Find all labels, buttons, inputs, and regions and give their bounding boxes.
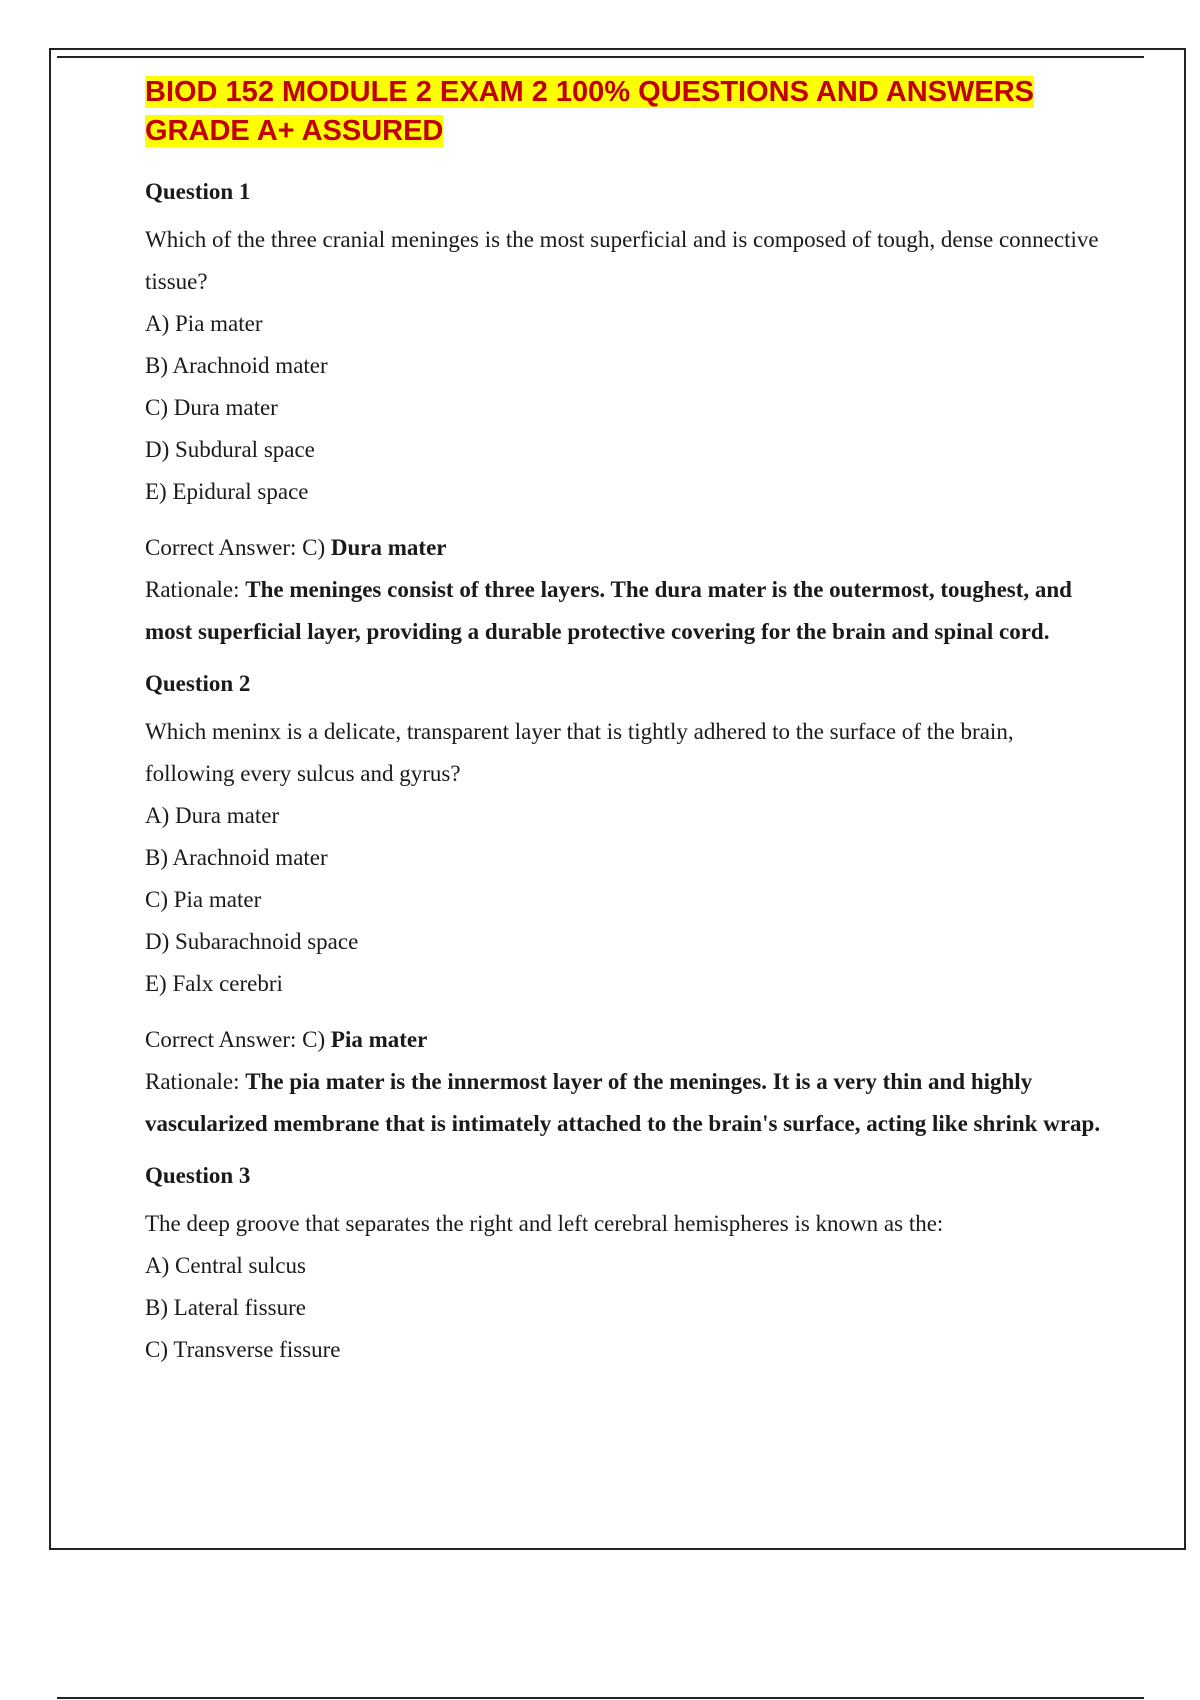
- correct-answer: [145, 1019, 1105, 1061]
- rationale-text: The pia mater is the innermost layer of the meninges. It is a very thin and highly vascularized membrane that is intimately attached to the brain's surface, acting like shrink wrap.: [145, 1069, 1101, 1136]
- option-item: C) Transverse fissure: [145, 1337, 341, 1362]
- question-3: [145, 1163, 1105, 1371]
- options-list: [145, 795, 1105, 1005]
- question-1: [145, 179, 1105, 653]
- title-line-2: GRADE A+ ASSURED: [145, 115, 444, 147]
- option-item: B) Lateral fissure: [145, 1295, 306, 1320]
- rationale: [145, 1061, 1105, 1145]
- options-list: [145, 1245, 1105, 1371]
- option-item: A) Dura mater: [145, 803, 280, 828]
- option-item: A) Central sulcus: [145, 1253, 306, 1278]
- options-list: [145, 303, 1105, 513]
- answer-label: Correct Answer: C): [145, 535, 331, 560]
- option-item: D) Subarachnoid space: [145, 929, 359, 954]
- option-item: C) Pia mater: [145, 887, 262, 912]
- option-item: E) Epidural space: [145, 479, 309, 504]
- rationale-label: Rationale:: [145, 577, 246, 602]
- rationale-label: Rationale:: [145, 1069, 246, 1094]
- option-item: D) Subdural space: [145, 437, 315, 462]
- rationale: [145, 569, 1105, 653]
- correct-answer: [145, 527, 1105, 569]
- question-heading: Question 1: [145, 179, 251, 204]
- question-heading: Question 3: [145, 1163, 251, 1188]
- option-item: E) Falx cerebri: [145, 971, 283, 996]
- answer-value: Pia mater: [330, 1027, 428, 1052]
- document-title: [145, 73, 1105, 151]
- rationale-text: The meninges consist of three layers. The dura mater is the outermost, toughest, and most superficial layer, providing a durable protective covering for the brain and spinal cord.: [145, 577, 1072, 644]
- document-content: [145, 73, 1105, 1371]
- question-heading: Question 2: [145, 671, 251, 696]
- answer-value: Dura mater: [330, 535, 447, 560]
- question-text: The deep groove that separates the right and left cerebral hemispheres is known as the:: [145, 1211, 944, 1236]
- question-2: [145, 671, 1105, 1145]
- title-line-1: BIOD 152 MODULE 2 EXAM 2 100% QUESTIONS AND ANSWERS: [145, 76, 1034, 108]
- question-text: Which of the three cranial meninges is the most superficial and is composed of tough, dense connective tissue?: [145, 227, 1099, 294]
- option-item: B) Arachnoid mater: [145, 845, 328, 870]
- option-item: B) Arachnoid mater: [145, 353, 328, 378]
- answer-label: Correct Answer: C): [145, 1027, 331, 1052]
- option-item: C) Dura mater: [145, 395, 278, 420]
- bottom-rule: [57, 1697, 1144, 1699]
- question-text: Which meninx is a delicate, transparent layer that is tightly adhered to the surface of the brain, following every sulcus and gyrus?: [145, 719, 1014, 786]
- option-item: A) Pia mater: [145, 311, 263, 336]
